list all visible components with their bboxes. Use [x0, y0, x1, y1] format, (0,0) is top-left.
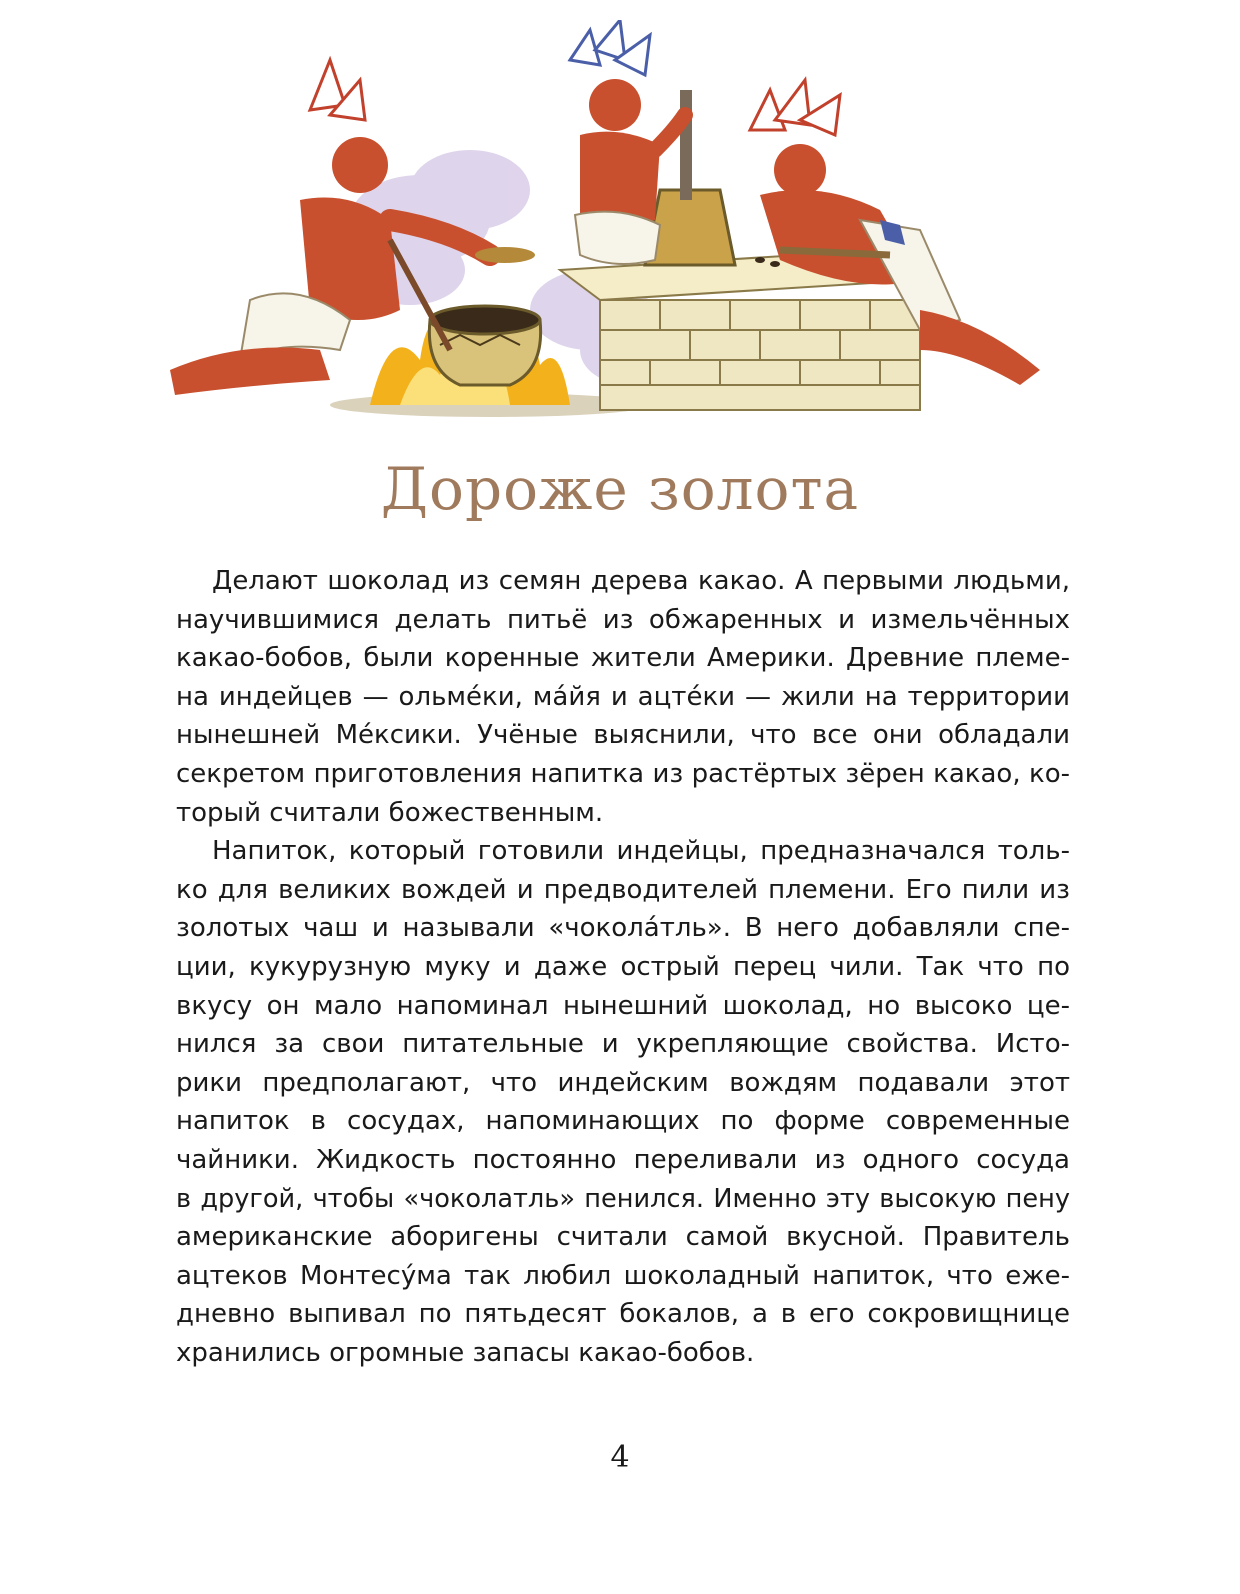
text-line: американские аборигены считали самой вкусной. Правитель: [176, 1222, 1070, 1253]
text-line: нился за свои питательные и укрепляющие свойства. Исто-: [176, 1029, 1070, 1060]
text-line: чайники. Жидкость постоянно переливали из одного сосуда: [176, 1144, 1070, 1175]
text-line: нынешней Мéксики. Учёные выяснили, что все они обладали: [176, 720, 1070, 751]
text-line: рики предполагают, что индейским вождям подавали этот: [176, 1067, 1070, 1098]
text-line: торый считали божественным.: [176, 797, 604, 828]
paragraph-2: [176, 832, 1070, 1372]
text-line: в другой, чтобы «чоколатль» пенился. Именно эту высокую пену: [176, 1183, 1070, 1214]
text-line: хранились огромные запасы какао-бобов.: [176, 1337, 755, 1368]
text-line: Делают шоколад из семян дерева какао. А первыми людьми,: [212, 566, 1070, 596]
text-line: золотых чаш и называли «чоколáтль». В него добавляли спе-: [176, 913, 1070, 944]
text-line: ацтеков Монтесýма так любил шоколадный напиток, что еже-: [176, 1260, 1070, 1291]
paragraph-1: [176, 562, 1070, 832]
text-line: ко для великих вождей и предводителей племени. Его пили из: [176, 874, 1070, 905]
cocoa-preparation-illustration: [160, 20, 1060, 440]
body-text: [176, 562, 1070, 1372]
text-line: дневно выпивал по пятьдесят бокалов, а в его сокровищнице: [176, 1299, 1070, 1330]
text-line: ции, кукурузную муку и даже острый перец чили. Так что по: [176, 951, 1070, 982]
text-line: какао-бобов, были коренные жители Америки. Древние племе-: [176, 643, 1070, 674]
page-title: Дороже золота: [380, 455, 860, 523]
text-line: вкусу он мало напоминал нынешний шоколад, но высоко це-: [176, 990, 1070, 1021]
text-line: напиток в сосудах, напоминающих по форме современные: [176, 1106, 1070, 1137]
text-line: научившимися делать питьё из обжаренных и измельчённых: [176, 604, 1070, 635]
page-number: 4: [610, 1440, 630, 1475]
text-line: Напиток, который готовили индейцы, предназначался толь-: [212, 836, 1070, 867]
text-line: секретом приготовления напитка из растёртых зёрен какао, ко-: [176, 758, 1070, 789]
text-line: на индейцев — ольмéки, мáйя и ацтéки — жили на территории: [176, 681, 1070, 712]
